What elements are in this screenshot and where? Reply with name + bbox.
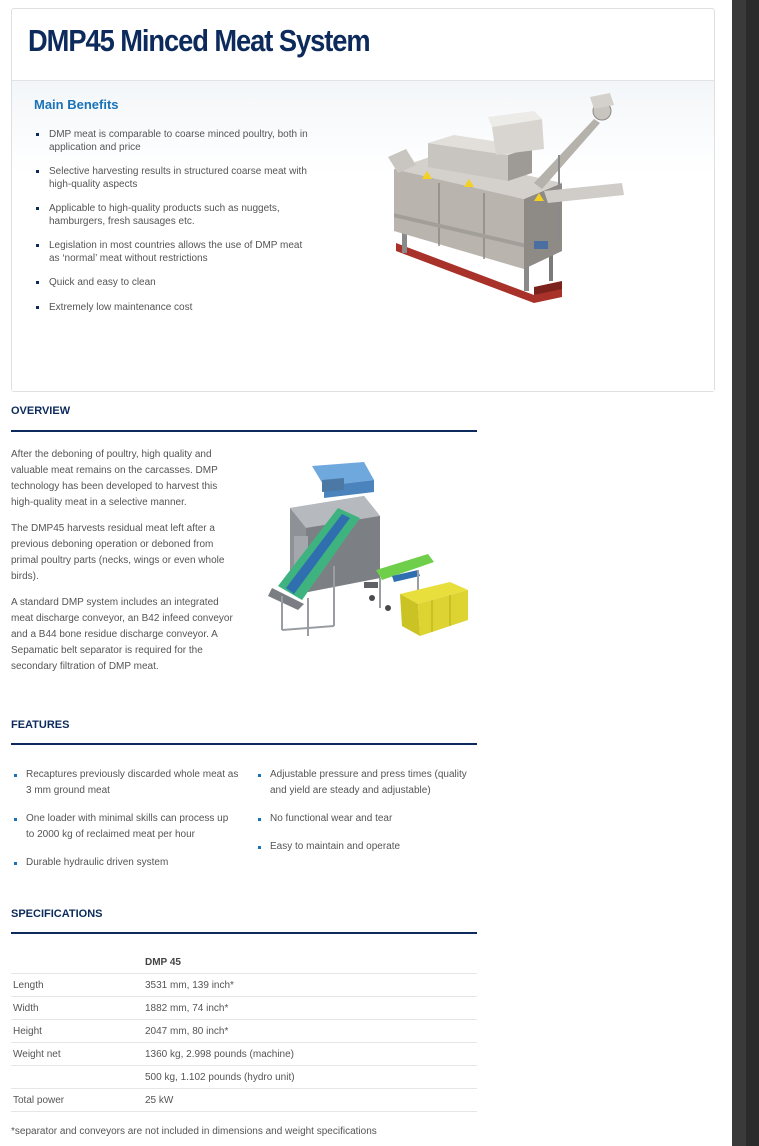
benefit-item: Extremely low maintenance cost bbox=[34, 302, 314, 315]
spec-value: 3531 mm, 139 inch* bbox=[143, 974, 477, 997]
benefit-item: Legislation in most countries allows the use of DMP meat as ‘normal’ meat without restrictions bbox=[34, 240, 314, 265]
table-row bbox=[11, 1043, 477, 1066]
table-row bbox=[11, 1066, 477, 1089]
benefit-item: Applicable to high-quality products such as nuggets, hamburgers, fresh sausages etc. bbox=[34, 203, 314, 228]
benefits-list bbox=[34, 129, 314, 326]
feature-item: Easy to maintain and operate bbox=[255, 839, 479, 855]
specifications-divider bbox=[11, 932, 477, 934]
overview-heading: OVERVIEW bbox=[11, 405, 71, 417]
page-title: DMP45 Minced Meat System bbox=[28, 23, 370, 58]
spec-label: Height bbox=[11, 1020, 143, 1043]
feature-item: No functional wear and tear bbox=[255, 811, 479, 827]
table-row bbox=[11, 1089, 477, 1112]
features-heading: FEATURES bbox=[11, 719, 70, 731]
overview-divider bbox=[11, 430, 477, 432]
table-row bbox=[11, 1020, 477, 1043]
benefits-title: Main Benefits bbox=[34, 97, 119, 112]
overview-paragraph: The DMP45 harvests residual meat left after a previous deboning operation or deboned from primal poultry parts (necks, wings or even whole birds). bbox=[11, 523, 225, 582]
specifications-table bbox=[11, 951, 477, 1112]
machine-photo bbox=[384, 91, 632, 321]
benefit-item: DMP meat is comparable to coarse minced poultry, both in application and price bbox=[34, 129, 314, 154]
table-header-empty bbox=[11, 951, 143, 974]
spec-value: 2047 mm, 80 inch* bbox=[143, 1020, 477, 1043]
feature-item: Adjustable pressure and press times (quality and yield are steady and adjustable) bbox=[255, 767, 479, 799]
table-row bbox=[11, 974, 477, 997]
spec-label: Weight net bbox=[11, 1043, 143, 1066]
scrollbar-track[interactable] bbox=[732, 0, 746, 1146]
spec-value: 25 kW bbox=[143, 1089, 477, 1112]
spec-value: 1882 mm, 74 inch* bbox=[143, 997, 477, 1020]
features-list-left bbox=[11, 767, 239, 883]
hero-title-bar bbox=[12, 9, 714, 81]
spec-label: Length bbox=[11, 974, 143, 997]
table-header-row bbox=[11, 951, 477, 974]
feature-item: Durable hydraulic driven system bbox=[11, 855, 239, 871]
benefit-item: Selective harvesting results in structured coarse meat with high-quality aspects bbox=[34, 166, 314, 191]
scrollbar[interactable] bbox=[732, 0, 759, 1146]
table-header-model: DMP 45 bbox=[143, 951, 477, 974]
spec-label bbox=[11, 1066, 143, 1089]
system-diagram-image bbox=[268, 458, 474, 644]
benefit-item: Quick and easy to clean bbox=[34, 277, 314, 290]
specifications-heading: SPECIFICATIONS bbox=[11, 908, 103, 920]
hero-body bbox=[12, 81, 714, 391]
specifications-footnote: *separator and conveyors are not included in dimensions and weight specifications bbox=[11, 1126, 377, 1137]
overview-paragraph: After the deboning of poultry, high quality and valuable meat remains on the carcasses. DMP technology has been developed to harvest this high-quality meat in a selective manner. bbox=[11, 449, 218, 508]
features-list-right bbox=[255, 767, 479, 867]
spec-value: 500 kg, 1.102 pounds (hydro unit) bbox=[143, 1066, 477, 1089]
table-row bbox=[11, 997, 477, 1020]
spec-value: 1360 kg, 2.998 pounds (machine) bbox=[143, 1043, 477, 1066]
feature-item: One loader with minimal skills can process up to 2000 kg of reclaimed meat per hour bbox=[11, 811, 239, 843]
features-divider bbox=[11, 743, 477, 745]
overview-paragraph: A standard DMP system includes an integrated meat discharge conveyor, an B42 infeed conveyor and a B44 bone residue discharge conveyor. A Sepamatic belt separator is required for the secondary filtration of DMP meat. bbox=[11, 597, 233, 672]
spec-label: Total power bbox=[11, 1089, 143, 1112]
spec-label: Width bbox=[11, 997, 143, 1020]
hero-panel bbox=[11, 8, 715, 392]
overview-text bbox=[11, 447, 233, 685]
feature-item: Recaptures previously discarded whole meat as 3 mm ground meat bbox=[11, 767, 239, 799]
